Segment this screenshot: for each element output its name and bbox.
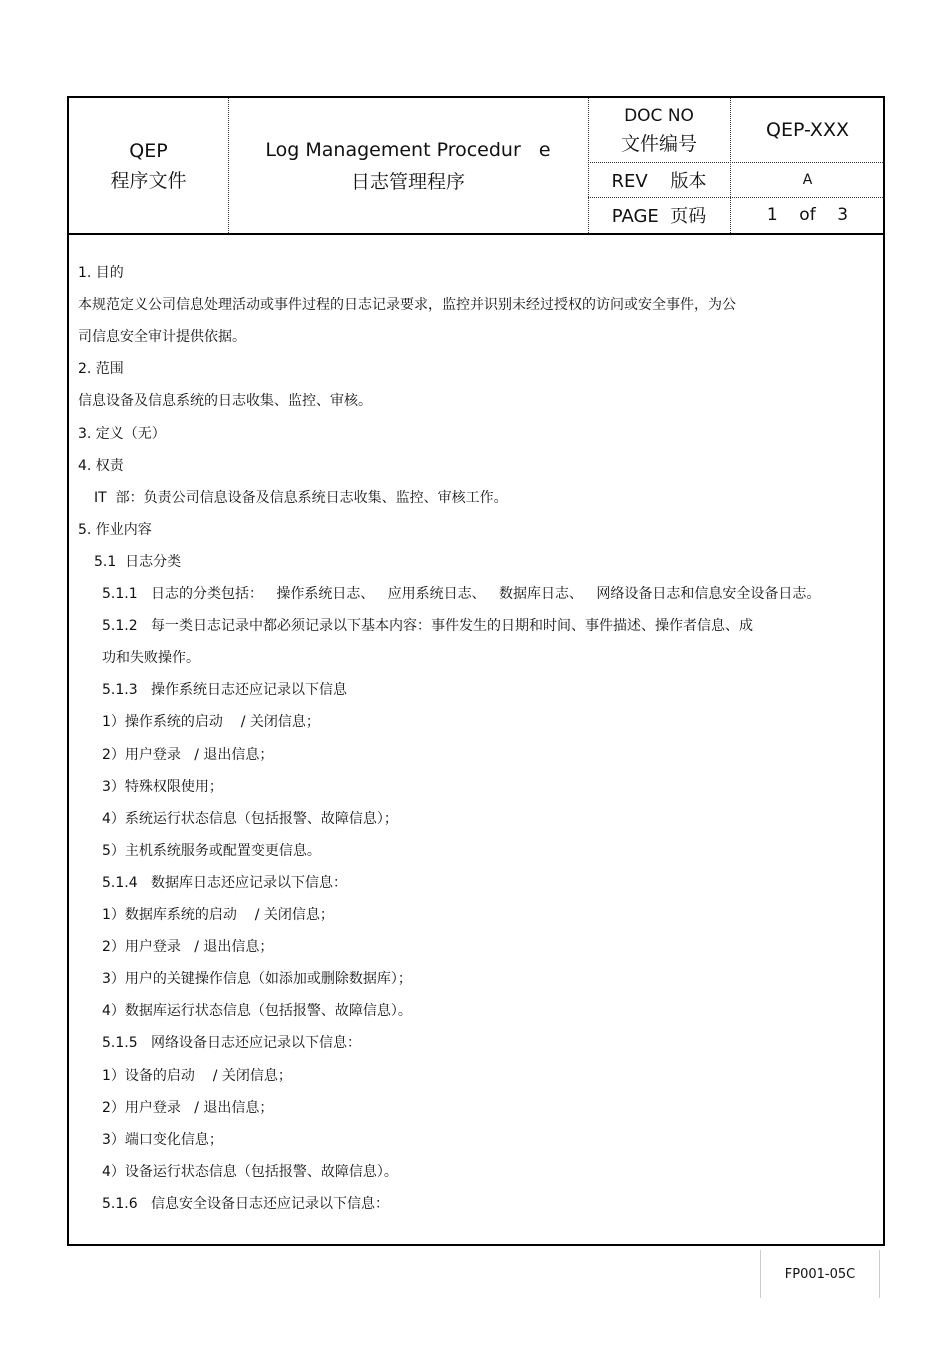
body-line: 4）设备运行状态信息（包括报警、故障信息）。 (102, 1163, 398, 1180)
body-line: IT 部：负责公司信息设备及信息系统日志收集、监控、审核工作。 (94, 489, 508, 506)
body-line: 4）系统运行状态信息（包括报警、故障信息）； (102, 810, 398, 827)
org-name: QEP (129, 139, 168, 162)
body-line: 2）用户登录 / 退出信息； (102, 746, 274, 763)
page-label: PAGE 页码 (611, 206, 707, 227)
document-header (69, 98, 883, 235)
body-line: 5.1.5 网络设备日志还应记录以下信息： (102, 1035, 361, 1052)
body-line: 2）用户登录 / 退出信息； (102, 939, 274, 956)
document-frame (67, 96, 885, 1246)
body-line: 本规范定义公司信息处理活动或事件过程的日志记录要求，监控并识别未经过授权的访问或安全事件，为公 (78, 297, 736, 314)
body-line: 3）用户的关键操作信息（如添加或删除数据库）； (102, 971, 412, 988)
title-zh: 日志管理程序 (350, 170, 465, 193)
body-line: 司信息安全审计提供依据。 (78, 329, 246, 346)
org-block (69, 98, 228, 233)
body-line: 1）设备的启动 / 关闭信息； (102, 1067, 292, 1084)
page-value: 1 of 3 (766, 205, 849, 225)
body-line: 1）数据库系统的启动 / 关闭信息； (102, 907, 334, 923)
body-line: 3. 定义（无） (78, 425, 166, 442)
body-line: 5.1.6 信息安全设备日志还应记录以下信息： (102, 1195, 389, 1212)
body-line: 3）特殊权限使用； (102, 778, 223, 795)
body-line: 5.1.3 操作系统日志还应记录以下信息 (102, 682, 347, 699)
body-line: 3）端口变化信息； (102, 1131, 223, 1148)
body-line: 5.1.1 日志的分类包括： 操作系统日志、 应用系统日志、 数据库日志、 网络设备日志和信息安全设备日志。 (102, 586, 821, 602)
body-line: 4）数据库运行状态信息（包括报警、故障信息）。 (102, 1003, 412, 1020)
doc-no-label (588, 98, 730, 162)
body-line: 4. 权责 (78, 457, 124, 474)
rev-label: REV 版本 (611, 170, 707, 192)
title-en: Log Management Procedur e (265, 138, 551, 161)
body-line: 5.1.4 数据库日志还应记录以下信息： (102, 874, 347, 891)
doc-no-value: QEP-XXX (766, 119, 849, 141)
body-line: 1）操作系统的启动 / 关闭信息； (102, 714, 320, 731)
body-line: 5.1 日志分类 (94, 553, 182, 570)
doc-no-label-zh: 文件编号 (620, 133, 697, 155)
doc-no-label-en: DOC NO (624, 106, 694, 126)
body-line: 2. 范围 (78, 361, 124, 378)
body-line: 5）主机系统服务或配置变更信息。 (102, 842, 321, 859)
title-block (228, 98, 588, 233)
body-line: 1. 目的 (78, 265, 124, 281)
body-line: 5.1.2 每一类日志记录中都必须记录以下基本内容：事件发生的日期和时间、事件描述、操作者信息、成 (102, 618, 753, 635)
doc-type: 程序文件 (110, 169, 187, 192)
body-line: 5. 作业内容 (78, 521, 152, 538)
rev-value: A (802, 171, 813, 188)
body-line: 2）用户登录 / 退出信息； (102, 1099, 274, 1116)
body-line: 信息设备及信息系统的日志收集、监控、审核。 (78, 393, 372, 410)
form-code: FP001-05C (760, 1250, 880, 1298)
body-line: 功和失败操作。 (102, 650, 200, 667)
